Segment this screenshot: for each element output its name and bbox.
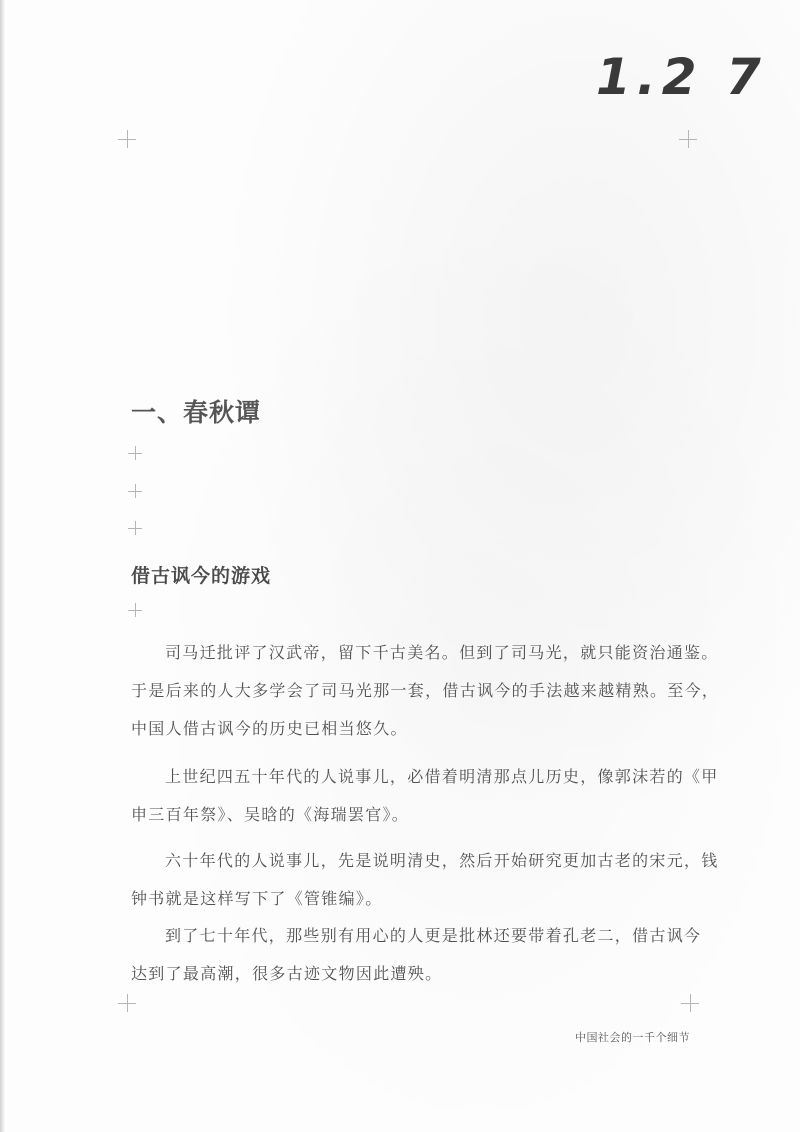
paragraph-line: 六十年代的人说事儿，先是说明清史，然后开始研究更加古老的宋元，钱	[165, 851, 719, 870]
paragraph-line: 于是后来的人大多学会了司马光那一套，借古讽今的手法越来越精熟。至今，	[131, 681, 720, 700]
running-footer: 中国社会的一千个细节	[575, 1031, 690, 1044]
body-paragraph-4	[131, 917, 702, 993]
crop-mark-left-2	[128, 484, 142, 498]
paragraph-line: 中国人借古讽今的历史已相当悠久。	[131, 719, 408, 738]
paragraph-line: 达到了最高潮，很多古迹文物因此遭殃。	[131, 964, 443, 983]
page-number: 1.2 7	[596, 48, 767, 106]
crop-mark-top-left	[118, 130, 136, 148]
chapter-title: 一、春秋谭	[131, 398, 262, 427]
page-edge-shadow	[0, 0, 5, 1132]
body-paragraph-2	[131, 758, 719, 834]
body-paragraph-1	[131, 634, 720, 748]
paragraph-line: 上世纪四五十年代的人说事儿，必借着明清那点儿历史，像郭沫若的《甲	[165, 767, 719, 786]
section-title: 借古讽今的游戏	[131, 565, 272, 587]
paragraph-line: 申三百年祭》、吴晗的《海瑞罢官》。	[131, 805, 410, 824]
paragraph-line: 钟书就是这样写下了《管锥编》。	[131, 889, 383, 908]
crop-mark-bottom-right	[681, 994, 699, 1012]
crop-mark-left-1	[128, 446, 142, 460]
paragraph-line: 司马迁批评了汉武帝，留下千古美名。但到了司马光，就只能资治通鉴。	[165, 643, 719, 662]
crop-mark-left-4	[128, 603, 142, 617]
crop-mark-bottom-left	[118, 994, 136, 1012]
paragraph-line: 到了七十年代，那些别有用心的人更是批林还要带着孔老二，借古讽今	[165, 926, 702, 945]
crop-mark-left-3	[128, 521, 142, 535]
body-paragraph-3	[131, 842, 719, 918]
crop-mark-top-right	[679, 130, 697, 148]
